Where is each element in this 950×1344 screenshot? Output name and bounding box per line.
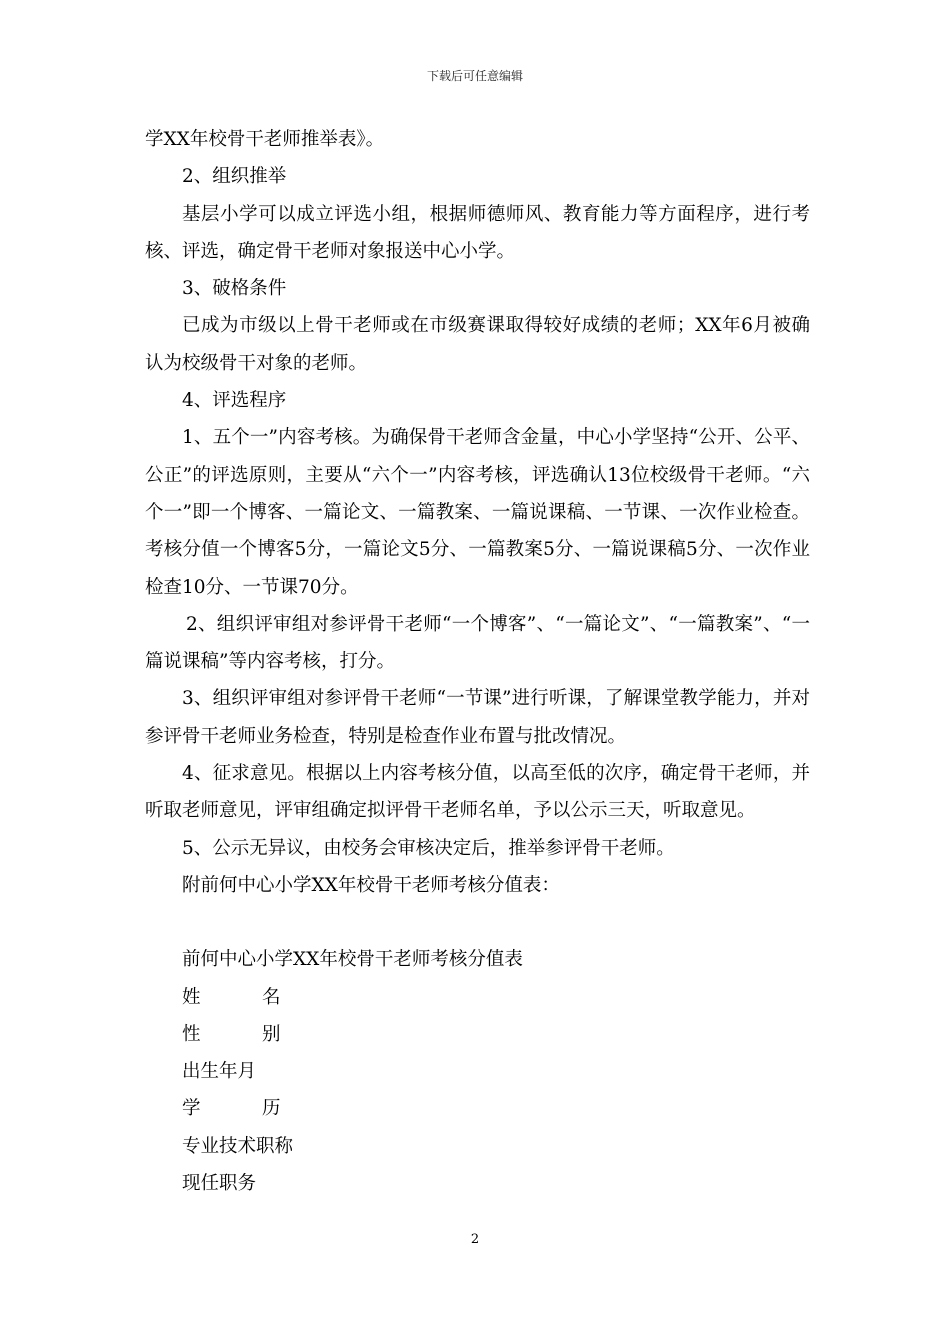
section-heading-procedure: 4、评选程序 bbox=[182, 390, 287, 412]
paragraph-procedure-3: 3、组织评审组对参评骨干老师“一节课”进行听课，了解课堂教学能力，并对参评骨干老师业务检查，特别是检查作业布置与批改情况。 bbox=[145, 688, 810, 747]
document-body bbox=[145, 121, 810, 1202]
form-row-birth bbox=[182, 1053, 810, 1090]
form-label: 出生年月 bbox=[182, 1061, 257, 1083]
paragraph-procedure-2: 2、组织评审组对参评骨干老师“一个博客”、“一篇论文”、“一篇教案”、“一篇说课稿”等内容考核，打分。 bbox=[145, 613, 810, 673]
section-heading-organize: 2、组织推举 bbox=[182, 166, 287, 188]
form-row-position bbox=[182, 1165, 810, 1202]
score-form bbox=[145, 941, 810, 1202]
paragraph-exception: 已成为市级以上骨干老师或在市级赛课取得较好成绩的老师；XX年6月被确认为校级骨干对象的老师。 bbox=[145, 315, 810, 374]
form-title: 前何中心小学XX年校骨干老师考核分值表 bbox=[182, 949, 523, 971]
form-label: 名 bbox=[262, 986, 281, 1008]
form-label: 姓 bbox=[182, 986, 201, 1008]
header-note: 下载后可任意编辑 bbox=[426, 69, 523, 83]
form-row-name bbox=[182, 979, 810, 1016]
page-number: 2 bbox=[470, 1232, 480, 1247]
paragraph-procedure-4: 4、征求意见。根据以上内容考核分值，以高至低的次序，确定骨干老师，并听取老师意见，评审组确定拟评骨干老师名单，予以公示三天，听取意见。 bbox=[145, 763, 810, 822]
form-label: 性 bbox=[182, 1023, 201, 1045]
paragraph-continuation: 学XX年校骨干老师推举表》。 bbox=[145, 129, 385, 150]
form-label: 专业技术职称 bbox=[182, 1135, 294, 1157]
paragraph-organize: 基层小学可以成立评选小组，根据师德师风、教育能力等方面程序，进行考核、评选，确定骨干老师对象报送中心小学。 bbox=[145, 203, 810, 262]
form-row-education bbox=[182, 1090, 810, 1127]
paragraph-appendix-intro: 附前何中心小学XX年校骨干老师考核分值表： bbox=[182, 874, 560, 896]
section-heading-exception: 3、破格条件 bbox=[182, 278, 287, 300]
form-label: 学 bbox=[182, 1098, 201, 1120]
form-row-title bbox=[182, 1128, 810, 1165]
form-label: 现任职务 bbox=[182, 1173, 257, 1195]
form-label: 历 bbox=[262, 1098, 281, 1120]
form-label: 别 bbox=[262, 1023, 281, 1045]
form-row-gender bbox=[182, 1016, 810, 1053]
paragraph-procedure-1: 1、五个一”内容考核。为确保骨干老师含金量，中心小学坚持“公开、公平、公正”的评选原则，主要从“六个一”内容考核，评选确认13位校级骨干老师。“六个一”即一个博客、一篇论文、一篇教案、一篇说课稿、一节课、一次作业检查。考核分值一个博客5分，一篇论文5分、一篇教案5分、一篇说课稿5分、一次作业检查10分、一节课70分。 bbox=[145, 427, 810, 598]
paragraph-procedure-5: 5、公示无异议，由校务会审核决定后，推举参评骨干老师。 bbox=[182, 837, 675, 859]
